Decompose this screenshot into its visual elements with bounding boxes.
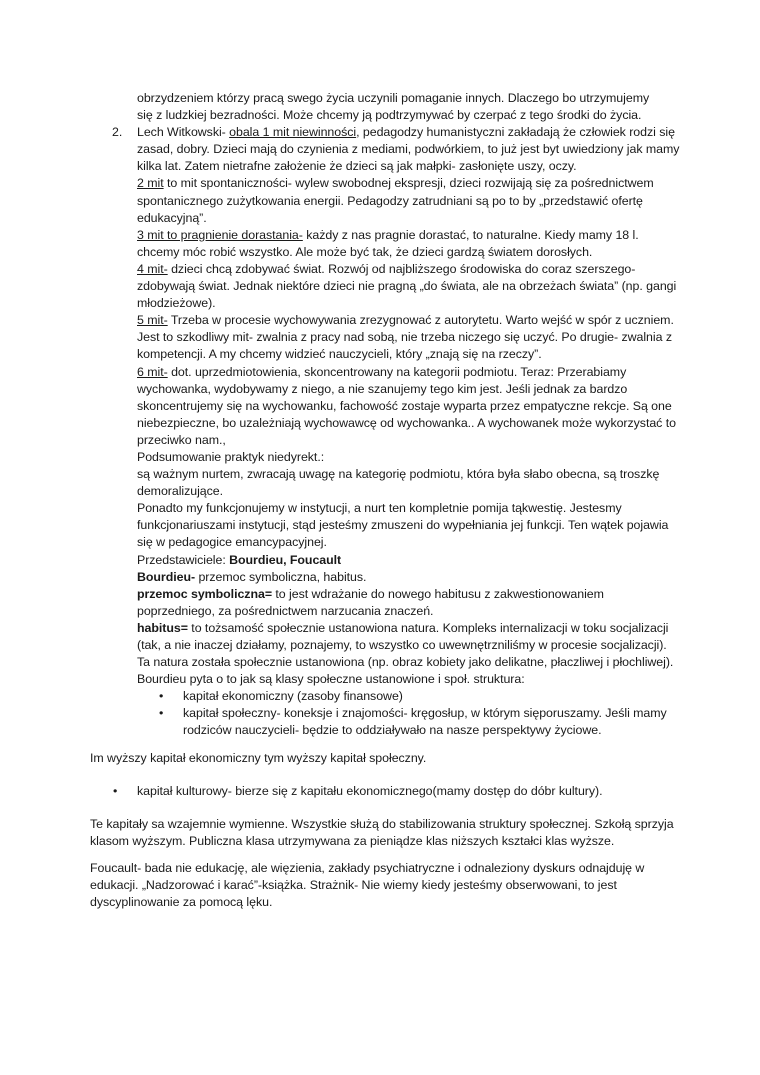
- list-item: [159, 705, 680, 739]
- capitals-outer-list: [90, 783, 680, 800]
- representatives-line: [137, 552, 680, 569]
- intro-line-2: się z ludzkiej bezradności. Może chcemy ją podtrzymywać by czerpać z tego środki do życia.: [137, 108, 642, 123]
- list-item: [113, 783, 680, 800]
- representatives-names: Bourdieu, Foucault: [229, 552, 342, 567]
- myth-4-paragraph: [137, 261, 680, 312]
- myth-5-paragraph: [137, 312, 680, 363]
- bullet-icon: •: [159, 706, 164, 721]
- bourdieu-line: [137, 569, 680, 586]
- institution-text: Ponadto my funkcjonujemy w instytucji, a nurt ten kompletnie pomija tąkwestię. Jestesmy funkcjonariuszami instytucji, stąd jesteśmy zmuszeni do wypełniania jej funkcji. Ten wątek pojawia się w pedagogice emancypacyjnej.: [137, 501, 669, 550]
- list-item: [159, 688, 680, 705]
- author-name: Lech Witkowski-: [137, 125, 230, 140]
- symbolic-violence-text: to jest wdrażanie do nowego habitusu z zakwestionowaniem poprzedniego, za pośrednictwem narzucania znaczeń.: [137, 586, 604, 618]
- myth-2-heading: 2 mit: [137, 176, 164, 191]
- foucault-paragraph: Foucault- bada nie edukację, ale więzienia, zakłady psychiatryczne i odnaleziony dyskurs odnajduję w edukacji. „Nadzorować i karać”-książka. Strażnik- Nie wiemy kiedy jesteśmy obserwowani, to jest dyscyplinowanie za pomocą lęku.: [90, 860, 645, 910]
- economic-capital-line: Im wyższy kapitał ekonomiczny tym wyższy kapitał społeczny.: [90, 750, 427, 765]
- myth-4-text: dzieci chcą zdobywać świat. Rozwój od najbliższego środowiska do coraz szerszego- zdobywają świat. Jednak niektóre dzieci nie pragną „do świata, ale na obrzeżach świata” (np. gangi młodzieżowe).: [137, 261, 677, 311]
- habitus-label: habitus=: [137, 620, 188, 635]
- nature-text: Ta natura została społecznie ustanowiona (np. obraz kobiety jako delikatne, płaczliwej i płochliwej). Bourdieu pyta o to jak są klasy społeczne ustanowione i społ. struktura:: [137, 655, 674, 687]
- myth-5-text: Trzeba w procesie wychowywania zrezygnować z autorytetu. Warto wejść w spór z uczniem. Jest to szkodliwy mit- zwalnia z pracy nad sobą, nie trzeba niczego się uczyć. Po drugie- zwalnia z kompetencji. A my chcemy widzieć nauczycieli, który „znają się na rzeczy”.: [137, 313, 674, 362]
- myth-3-text: każdy z nas pragnie dorastać, to naturalne. Kiedy mamy 18 l. chcemy móc robić wszystko. Ale może być tak, że dzieci gardzą światem dorosłych.: [137, 227, 639, 259]
- myth-1-text: , pedagodzy humanistyczni zakładają że człowiek rodzi się zasad, dobry. Dzieci mają do czynienia z mediami, podwórkiem, to już jest byt uwiedziony jak mamy kilka lat. Zatem nietrafne założenie że dzieci są jak małpki- zasłonięte uszy, oczy.: [137, 125, 680, 174]
- myth-3-heading: 3 mit to pragnienie dorastania-: [137, 227, 303, 242]
- capital-exchange-paragraph: Te kapitały sa wzajemnie wymienne. Wszystkie służą do stabilizowania struktury społecznej. Szkołą sprzyja klasom wyższym. Publiczna klasa utrzymywana za pieniądze klas niższych kształci klas wyższe.: [90, 816, 674, 848]
- item-number: 2.: [112, 125, 123, 140]
- document-body: [90, 90, 680, 911]
- myth-2-text: to mit spontaniczności- wylew swobodnej ekspresji, dzieci rozwijają się za pośrednictwem spontanicznego zużytkowania energii. Pedagodzy zatrudniani są po to by „przedstawić ofertę edukacyjną”.: [137, 176, 654, 225]
- list-item-text: kapitał ekonomiczny (zasoby finansowe): [183, 689, 403, 704]
- myth-2-paragraph: [137, 175, 680, 226]
- capitals-inner-list: [90, 688, 680, 739]
- bullet-icon: •: [113, 783, 118, 798]
- myth-4-heading: 4 mit-: [137, 261, 168, 276]
- representatives-label: Przedstawiciele:: [137, 552, 230, 567]
- summary-heading: Podsumowanie praktyk niedyrekt.:: [137, 449, 325, 464]
- myth-6-paragraph: [137, 364, 680, 449]
- habitus-definition: [137, 620, 680, 654]
- bourdieu-label: Bourdieu-: [137, 569, 196, 584]
- symbolic-violence-definition: [137, 586, 680, 620]
- habitus-text: to tożsamość społecznie ustanowiona natura. Kompleks internalizacji w toku socjalizacji (tak, a nie inaczej działamy, poznajemy, to wszystko co uwewnętrzniliśmy w procesie socjalizacji).: [137, 620, 669, 652]
- myth-3-paragraph: [137, 227, 680, 261]
- myth-1-paragraph: [137, 124, 680, 175]
- list-item-text: kapitał społeczny- koneksje i znajomości- kręgosłup, w którym sięporuszamy. Jeśli mamy rodziców nauczycieli- będzie to oddziaływało na nasze perspektywy życiowe.: [183, 706, 667, 738]
- symbolic-violence-label: przemoc symboliczna=: [137, 586, 273, 601]
- myth-5-heading: 5 mit-: [137, 313, 168, 328]
- bullet-icon: •: [159, 689, 164, 704]
- myth-6-text: dot. uprzedmiotowienia, skoncentrowany na kategorii podmiotu. Teraz: Przerabiamy wychowanka, wydobywamy z niego, a nie szanujemy tego kim jest. Jeśli jednak za bardzo skoncentrujemy się na wychowanku, fachowość zostaje wyparta przez empatyczne rekcje. Są one niebezpieczne, bo uzależniają wychowawcę od wychowanka.. A wychowanek może wykorzystać to przeciwko nam.,: [137, 364, 676, 447]
- myth-1-heading: obala 1 mit niewinności: [229, 125, 357, 140]
- myth-6-heading: 6 mit-: [137, 364, 168, 379]
- numbered-item-2: [90, 124, 680, 688]
- summary-text: są ważnym nurtem, zwracają uwagę na kategorię podmiotu, która była słabo obecna, są troszkę demoralizujące.: [137, 467, 660, 499]
- intro-line-1: obrzydzeniem którzy pracą swego życia uczynili pomaganie innych. Dlaczego bo utrzymujemy: [137, 91, 650, 105]
- list-item-text: kapitał kulturowy- bierze się z kapitału ekonomicznego(mamy dostęp do dóbr kultury).: [137, 783, 603, 798]
- intro-paragraph: [90, 90, 680, 124]
- bourdieu-text: przemoc symboliczna, habitus.: [195, 569, 367, 584]
